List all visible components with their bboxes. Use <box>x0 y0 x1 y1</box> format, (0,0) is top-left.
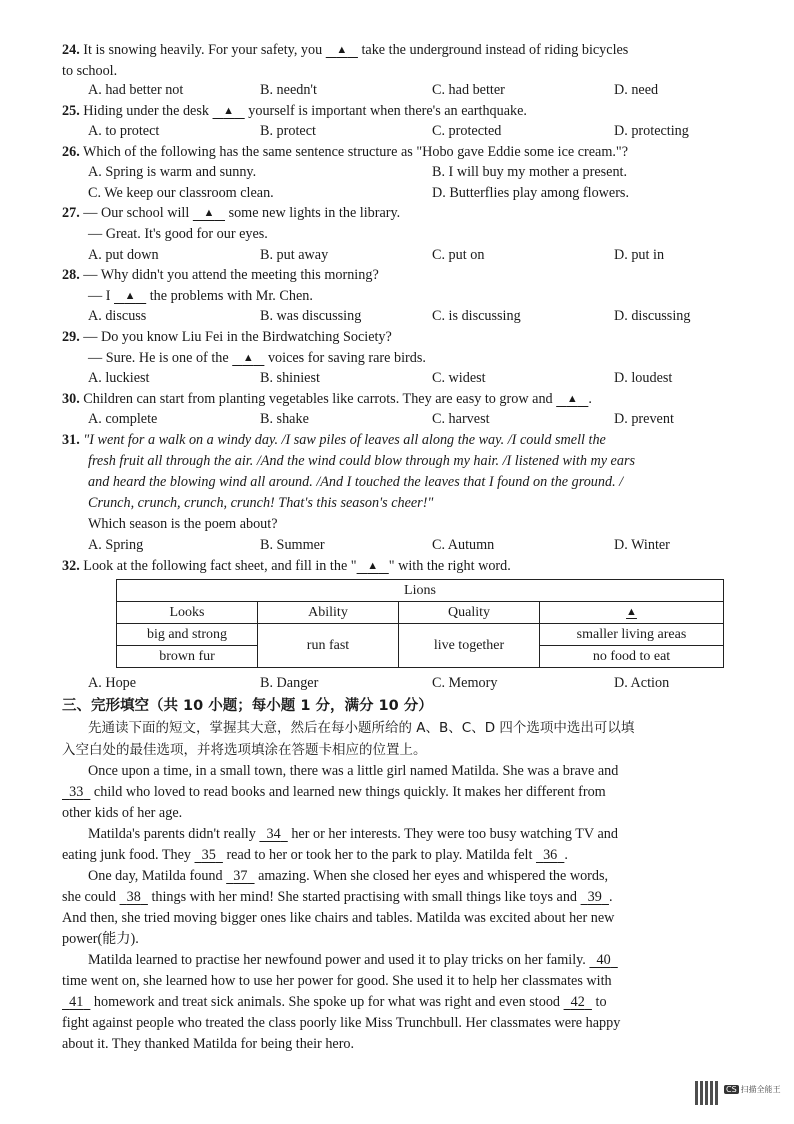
question-number: 26. <box>62 144 80 160</box>
question-number: 25. <box>62 103 80 119</box>
option-d: D. protecting <box>614 123 689 139</box>
passage-line: eating junk food. They 35 read to her or took her to the park to play. Matilda felt 36 . <box>62 845 762 866</box>
option-b: B. Danger <box>260 675 319 691</box>
blank-36: 36 <box>543 847 558 863</box>
section-instructions-2: 入空白处的最佳选项，并将选项填涂在答题卡相应的位置上。 <box>62 742 427 758</box>
header-quality: Quality <box>399 602 540 624</box>
question-number: 31. <box>62 432 80 448</box>
option-a: A. discuss <box>88 308 147 324</box>
blank-38: 38 <box>126 889 141 905</box>
q30-options <box>0 409 700 430</box>
q24-stem: 24. It is snowing heavily. For your safety, you ▲ take the underground instead of riding bicycles <box>62 40 762 61</box>
passage-line: 41 homework and treat sick animals. She spoke up for what was right and even stood 42 to <box>62 992 762 1013</box>
q28-options <box>0 306 700 327</box>
lions-fact-sheet <box>116 579 724 668</box>
passage-line: about it. They thanked Matilda for being their hero. <box>62 1036 355 1052</box>
q31-poem-line3: and heard the blowing wind all around. /And I touched the leaves that I found on the ground. / <box>88 474 624 490</box>
q26-options-row2 <box>0 183 700 204</box>
q27-stem: 27. — Our school will ▲ some new lights in the library. <box>62 203 762 224</box>
q25-options <box>0 121 700 142</box>
passage-line: power(能力). <box>62 931 139 947</box>
option-a: A. luckiest <box>88 370 150 386</box>
header-looks: Looks <box>117 602 258 624</box>
section-instructions-1: 先通读下面的短文，掌握其大意，然后在每小题所给的 A、B、C、D 四个选项中选出可以填 <box>88 720 635 736</box>
answer-blank: ▲ <box>124 290 136 302</box>
blank-39: 39 <box>587 889 602 905</box>
passage-line: Matilda learned to practise her newfound power and used it to play tricks on her family. 40 <box>88 950 788 971</box>
option-d: D. Action <box>614 675 670 691</box>
blank-37: 37 <box>233 868 248 884</box>
option-a: A. had better not <box>88 82 184 98</box>
q27-options <box>0 245 700 266</box>
q28-stem: 28. — Why didn't you attend the meeting this morning? <box>62 267 379 283</box>
option-c: C. protected <box>432 123 502 139</box>
blank-33: 33 <box>69 784 84 800</box>
q31-question: Which season is the poem about? <box>88 516 278 532</box>
q31-poem-line2: fresh fruit all through the air. /And the wind could blow through my hair. /I listened with my ears <box>88 453 635 469</box>
q24-options <box>0 80 700 101</box>
q26-stem: 26. Which of the following has the same sentence structure as "Hobo gave Eddie some ice cream."? <box>62 144 629 160</box>
q31-options <box>0 535 700 556</box>
option-c: C. widest <box>432 370 486 386</box>
option-a: A. Hope <box>88 675 137 691</box>
blank-35: 35 <box>201 847 216 863</box>
option-b: B. Summer <box>260 537 325 553</box>
passage-line: fight against people who treated the class poorly like Miss Trunchbull. Her classmates were happy <box>62 1015 621 1031</box>
quality-cell: live together <box>399 624 540 668</box>
looks-cell-2: brown fur <box>117 646 258 668</box>
option-d: D. prevent <box>614 411 674 427</box>
passage-line: she could 38 things with her mind! She started practising with small things like toys and 39 . <box>62 887 762 908</box>
q32-options <box>0 673 700 694</box>
q26-options-row1 <box>0 162 700 183</box>
q24-stem-cont: to school. <box>62 63 118 79</box>
q29-reply: — Sure. He is one of the ▲ voices for saving rare birds. <box>88 348 788 369</box>
option-a: A. Spring is warm and sunny. <box>88 164 257 180</box>
option-b: B. was discussing <box>260 308 362 324</box>
option-d: D. discussing <box>614 308 691 324</box>
question-number: 28. <box>62 267 80 283</box>
option-d: D. need <box>614 82 659 98</box>
question-number: 24. <box>62 42 80 58</box>
blank-cell-2: no food to eat <box>540 646 724 668</box>
blank-34: 34 <box>266 826 281 842</box>
passage-line: One day, Matilda found 37 amazing. When she closed her eyes and whispered the words, <box>88 866 788 887</box>
q29-stem: 29. — Do you know Liu Fei in the Birdwatching Society? <box>62 329 392 345</box>
option-b: B. I will buy my mother a present. <box>432 164 628 180</box>
q25-stem: 25. Hiding under the desk ▲ yourself is important when there's an earthquake. <box>62 101 762 122</box>
answer-blank: ▲ <box>566 393 578 405</box>
question-number: 30. <box>62 391 80 407</box>
option-b: B. put away <box>260 247 329 263</box>
option-c: C. Memory <box>432 675 498 691</box>
q28-reply: — I ▲ the problems with Mr. Chen. <box>88 286 788 307</box>
qr-code-icon <box>695 1081 719 1105</box>
option-c: C. put on <box>432 247 485 263</box>
option-a: A. to protect <box>88 123 160 139</box>
q31-poem-line4: Crunch, crunch, crunch, crunch! That's this season's cheer!" <box>88 495 434 511</box>
option-d: D. Winter <box>614 537 670 553</box>
fact-sheet-title: Lions <box>117 580 724 602</box>
blank-40: 40 <box>596 952 611 968</box>
option-c: C. We keep our classroom clean. <box>88 185 274 201</box>
answer-blank: ▲ <box>203 207 215 219</box>
option-a: A. complete <box>88 411 158 427</box>
blank-42: 42 <box>570 994 585 1010</box>
question-number: 27. <box>62 205 80 221</box>
question-number: 29. <box>62 329 80 345</box>
passage-line: Once upon a time, in a small town, there was a little girl named Matilda. She was a brave and <box>88 763 619 779</box>
option-c: C. Autumn <box>432 537 495 553</box>
option-a: A. Spring <box>88 537 144 553</box>
option-d: D. Butterflies play among flowers. <box>432 185 630 201</box>
option-c: C. harvest <box>432 411 490 427</box>
passage-line: And then, she tried moving bigger ones like chairs and tables. Matilda was excited about her new <box>62 910 615 926</box>
answer-blank: ▲ <box>242 352 254 364</box>
option-c: C. had better <box>432 82 505 98</box>
answer-blank: ▲ <box>223 105 235 117</box>
header-ability: Ability <box>258 602 399 624</box>
blank-41: 41 <box>69 994 84 1010</box>
looks-cell-1: big and strong <box>117 624 258 646</box>
q31-poem-line1: 31. "I went for a walk on a windy day. /I saw piles of leaves all along the way. /I could smell the <box>62 432 606 448</box>
ability-cell: run fast <box>258 624 399 668</box>
passage-line: 33 child who loved to read books and learned new things quickly. It makes her different from <box>62 782 762 803</box>
option-d: D. loudest <box>614 370 673 386</box>
option-b: B. needn't <box>260 82 317 98</box>
scanner-watermark: CS 扫描全能王 <box>726 1085 781 1094</box>
q30-stem: 30. Children can start from planting vegetables like carrots. They are easy to grow and ▲ . <box>62 389 762 410</box>
blank-cell-1: smaller living areas <box>540 624 724 646</box>
option-b: B. shiniest <box>260 370 320 386</box>
option-b: B. shake <box>260 411 309 427</box>
passage-line: other kids of her age. <box>62 805 183 821</box>
option-a: A. put down <box>88 247 159 263</box>
question-number: 32. <box>62 558 80 574</box>
option-d: D. put in <box>614 247 665 263</box>
answer-blank: ▲ <box>336 44 348 56</box>
option-b: B. protect <box>260 123 316 139</box>
answer-blank: ▲ <box>367 560 379 572</box>
option-c: C. is discussing <box>432 308 521 324</box>
passage-line: time went on, she learned how to use her power for good. She used it to help her classmates with <box>62 973 612 989</box>
header-blank: ▲ <box>540 602 724 624</box>
q32-stem: 32. Look at the following fact sheet, and fill in the " ▲ " with the right word. <box>62 556 762 577</box>
q27-reply: — Great. It's good for our eyes. <box>88 226 268 242</box>
section-title: 三、完形填空（共 10 小题；每小题 1 分，满分 10 分） <box>62 698 433 714</box>
q29-options <box>0 368 700 389</box>
passage-line: Matilda's parents didn't really 34 her or her interests. They were too busy watching TV and <box>88 824 788 845</box>
